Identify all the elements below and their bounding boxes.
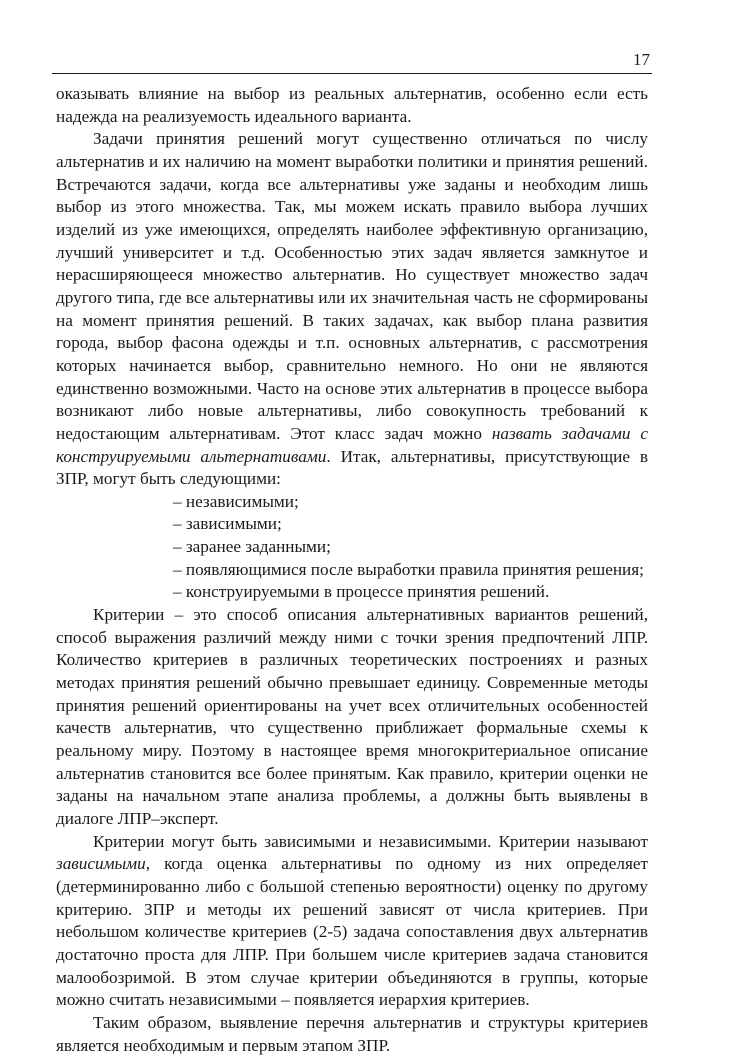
paragraph-dependent-criteria (56, 831, 648, 1012)
paragraph-text: , когда оценка альтернативы по одному из них определяет (детерминированно либо с большой степенью вероятности) оценку по другому критерию. ЗПР и методы их решений зависят от числа критериев. При небольшом количестве критериев (2-5) задача сопоставления двух альтернатив достаточно проста для ЛПР. При большем числе критериев задача становится малообозримой. В этом случае критерии объединяются в группы, которые можно считать независимыми – появляется иерархия критериев. (56, 854, 648, 1010)
page-number: 17 (633, 50, 650, 69)
paragraph-conclusion: Таким образом, выявление перечня альтернатив и структуры критериев является необходимым и первым этапом ЗПР. (56, 1012, 648, 1055)
paragraph-decision-tasks (56, 128, 648, 491)
paragraph-criteria: Критерии – это способ описания альтернативных вариантов решений, способ выражения различий между ними с точки зрения предпочтений ЛПР. Количество критериев в различных теоретических построениях и разных методах принятия решений обычно превышает единицу. Современные методы принятия решений ориентированы на учет всех отличительных особенностей качеств альтернатив, что существенно приближает формальные схемы к реальному миру. Поэтому в настоящее время многокритериальное описание альтернатив становится все более принятым. Как правило, критерии оценки не заданы на начальном этапе анализа проблемы, а должны быть выявлены в диалоге ЛПР–эксперт. (56, 605, 648, 828)
alternatives-list (56, 491, 648, 604)
paragraph-continuation: оказывать влияние на выбор из реальных альтернатив, особенно если есть надежда на реализуемость идеального варианта. (56, 84, 648, 126)
emphasis-term: назвать задачами с конструируемыми альтернативами (56, 423, 649, 466)
list-item: – заранее заданными; (173, 537, 331, 557)
emphasis-term: зависимыми (56, 854, 146, 874)
header-rule (52, 73, 652, 74)
paragraph-text: Критерии могут быть зависимыми и независимыми. Критерии называют (93, 831, 648, 851)
list-item: – независимыми; (173, 491, 299, 511)
paragraph-text: . Итак, альтернативы, присутствующие в ЗПР, могут быть следующими: (56, 446, 648, 489)
page-body (56, 83, 648, 1057)
list-item: – зависимыми; (173, 514, 282, 534)
paragraph-text: Задачи принятия решений могут существенно отличаться по числу альтернатив и их наличию на момент выработки политики и принятия решений. Встречаются задачи, когда все альтернативы уже заданы и необходим лишь выбор из этого множества. Так, мы можем искать правило выбора лучших изделий из уже имеющихся, определять наиболее эффективную организацию, лучший университет и т.д. Особенностью этих задач является замкнутое и нерасширяющееся множество альтернатив. Но существует множество задач другого типа, где все альтернативы или их значительная часть не сформированы на момент принятия решений. В таких задачах, как выбор плана развития города, выбор фасона одежды и т.п. основных альтернатив, с рассмотрения которых начинается выбор, сравнительно немного. Но они не являются единственно возможными. Часто на основе этих альтернатив в процессе выбора возникают либо новые альтернативы, либо совокупность требований к недостающим альтернативам. Этот класс задач можно (56, 129, 648, 443)
list-item: – конструируемыми в процессе принятия решений. (173, 582, 550, 602)
list-item: – появляющимися после выработки правила принятия решения; (173, 559, 644, 579)
